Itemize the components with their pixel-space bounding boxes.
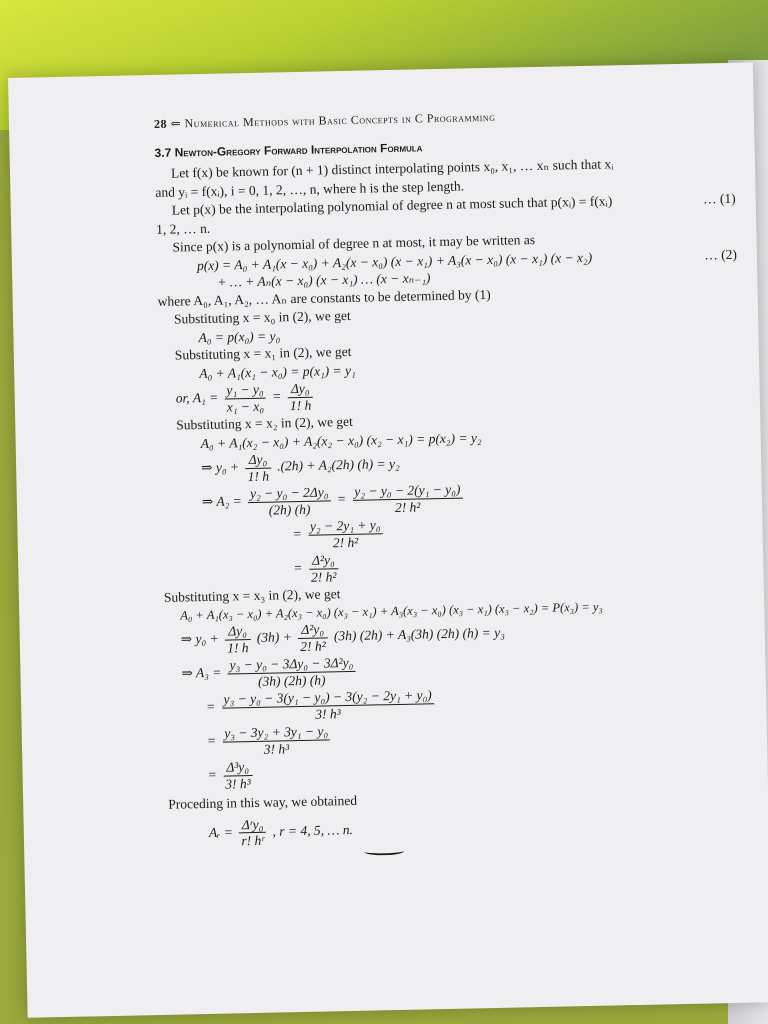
page-number: 28 — [153, 116, 168, 131]
denominator: 2! h² — [394, 498, 421, 515]
equation: + … + Aₙ(x − x₀) (x − x₁) … (x − xₙ₋₁) — [217, 270, 431, 290]
fraction — [352, 483, 463, 515]
fraction — [287, 382, 313, 413]
section-title: 3.7 Newton-Gregory Forward Interpolation Formula — [154, 140, 423, 160]
text-line: Proceding in this way, we obtained — [168, 792, 358, 812]
denominator: 1! h — [227, 639, 249, 656]
equation-prefix: ⇒ y₀ + — [201, 459, 240, 476]
equation: A₀ = p(x₀) = y₀ — [198, 327, 281, 345]
book-title: Numerical Methods with Basic Concepts in C Programming — [184, 109, 496, 131]
numerator: Δy₀ — [245, 453, 271, 469]
text-line-main: Let p(x) be the interpolating polynomial of degree n at most such that p(xᵢ) = f(xᵢ) — [171, 193, 613, 218]
numerator: y₃ − y₀ − 3Δy₀ − 3Δ²y₀ — [227, 656, 355, 674]
equation — [169, 807, 750, 849]
handwritten-underline — [364, 846, 404, 855]
numerator: y₂ − y₀ − 2Δy₀ — [248, 485, 331, 502]
numerator: Δ²y₀ — [298, 622, 328, 638]
text-line: Since p(x) is a polynomial of degree n at most, it may be written as — [172, 231, 536, 255]
text-line: Let f(x) be known for (n + 1) distinct interpolating points x₀, x₁, … xₙ such that xᵢ — [170, 156, 614, 181]
fraction — [227, 656, 355, 689]
fraction — [309, 553, 339, 584]
fraction — [239, 817, 266, 848]
equation-main: p(x) = A₀ + A₁(x − x₀) + A₂(x − x₀) (x − x₁) + A₃(x − x₀) (x − x₁) (x − x₂) — [196, 249, 593, 273]
equals-sign: = — [336, 491, 347, 507]
text-line: Substituting x = x₁ in (2), we get — [174, 343, 352, 363]
equation-prefix: ⇒ A₂ = — [201, 493, 242, 510]
text-line: Substituting x = x₂ in (2), we get — [176, 413, 353, 433]
fraction — [245, 453, 271, 484]
equation: A₀ + A₁(x₂ − x₀) + A₂(x₂ − x₀) (x₂ − x₁) = p(x₂) = y₂ — [200, 429, 482, 451]
equation-prefix: Aᵣ = — [208, 824, 234, 840]
equation: A₀ + A₁(x₁ − x₀) = p(x₁) = y₁ — [199, 362, 356, 381]
equation-mid: (3h) + — [256, 629, 292, 646]
denominator: 1! h — [289, 397, 312, 413]
equation-tag: … (1) — [702, 190, 736, 207]
text-line: Substituting x = x₃ in (2), we get — [163, 586, 341, 605]
denominator: 3! h³ — [263, 740, 290, 757]
denominator: 2! h² — [310, 568, 337, 585]
equals-sign: = — [206, 732, 217, 749]
denominator: r! hʳ — [241, 832, 265, 849]
book-page — [8, 62, 768, 1017]
equals-sign: = — [292, 526, 302, 542]
numerator: y₂ − 2y₁ + y₀ — [308, 518, 383, 535]
numerator: Δ²y₀ — [309, 553, 339, 569]
denominator: (3h) (2h) (h) — [257, 671, 326, 689]
text-line: where A₀, A₁, A₂, … Aₙ are constants to be determined by (1) — [157, 286, 491, 309]
text-line: 1, 2, … n. — [156, 220, 211, 237]
denominator: 3! h³ — [315, 705, 341, 722]
numerator: y₃ − y₀ − 3(y₁ − y₀) − 3(y₂ − 2y₁ + y₀) — [221, 688, 433, 708]
equals-sign: = — [293, 560, 303, 576]
numerator: Δʳy₀ — [239, 817, 266, 833]
equation-rest: , r = 4, 5, … n. — [272, 821, 354, 839]
fraction — [225, 624, 251, 655]
equation-prefix: or, A₁ = — [175, 389, 219, 406]
numerator: Δy₀ — [287, 382, 313, 398]
header-arrow-icon: ⇐ — [170, 116, 182, 131]
equation: A₀ + A₁(x₃ − x₀) + A₂(x₃ − x₀) (x₃ − x₁) + A₃(x₃ − x₀) (x₃ − x₁) (x₃ − x₂) = P(x₃) = y₃ — [180, 599, 603, 623]
equation-rest: (3h) (2h) + A₃(3h) (2h) (h) = y₃ — [333, 624, 505, 644]
fraction — [308, 518, 383, 550]
denominator: 3! h³ — [225, 775, 251, 792]
denominator: x₁ − x₀ — [226, 398, 265, 414]
text-line: Substituting x = x₀ in (2), we get — [173, 307, 351, 327]
numerator: y₁ − y₀ — [224, 383, 266, 399]
numerator: y₃ − 3y₂ + 3y₁ − y₀ — [222, 724, 330, 742]
text-line: and yᵢ = f(xᵢ), i = 0, 1, 2, …, n, where h is the step length. — [155, 177, 465, 200]
equation-prefix: ⇒ y₀ + — [180, 630, 219, 647]
numerator: Δ³y₀ — [223, 760, 253, 776]
equals-sign: = — [207, 766, 217, 783]
equals-sign: = — [272, 388, 282, 404]
denominator: 2! h² — [300, 637, 326, 654]
fraction — [223, 760, 253, 791]
equation-tag: … (2) — [704, 246, 737, 262]
denominator: (2h) (h) — [268, 501, 311, 518]
equation-prefix: ⇒ A₃ = — [181, 664, 222, 681]
denominator: 1! h — [247, 468, 270, 484]
denominator: 2! h² — [332, 534, 359, 550]
numerator: y₂ − y₀ − 2(y₁ − y₀) — [352, 483, 462, 501]
page-content — [154, 123, 749, 859]
numerator: Δy₀ — [225, 624, 251, 640]
equation-rest: .(2h) + A₂(2h) (h) = y₂ — [277, 455, 400, 474]
fraction — [221, 688, 434, 722]
fraction — [248, 485, 331, 517]
fraction — [222, 724, 330, 756]
fraction — [298, 622, 328, 653]
fraction — [224, 383, 266, 414]
equals-sign: = — [206, 698, 216, 715]
